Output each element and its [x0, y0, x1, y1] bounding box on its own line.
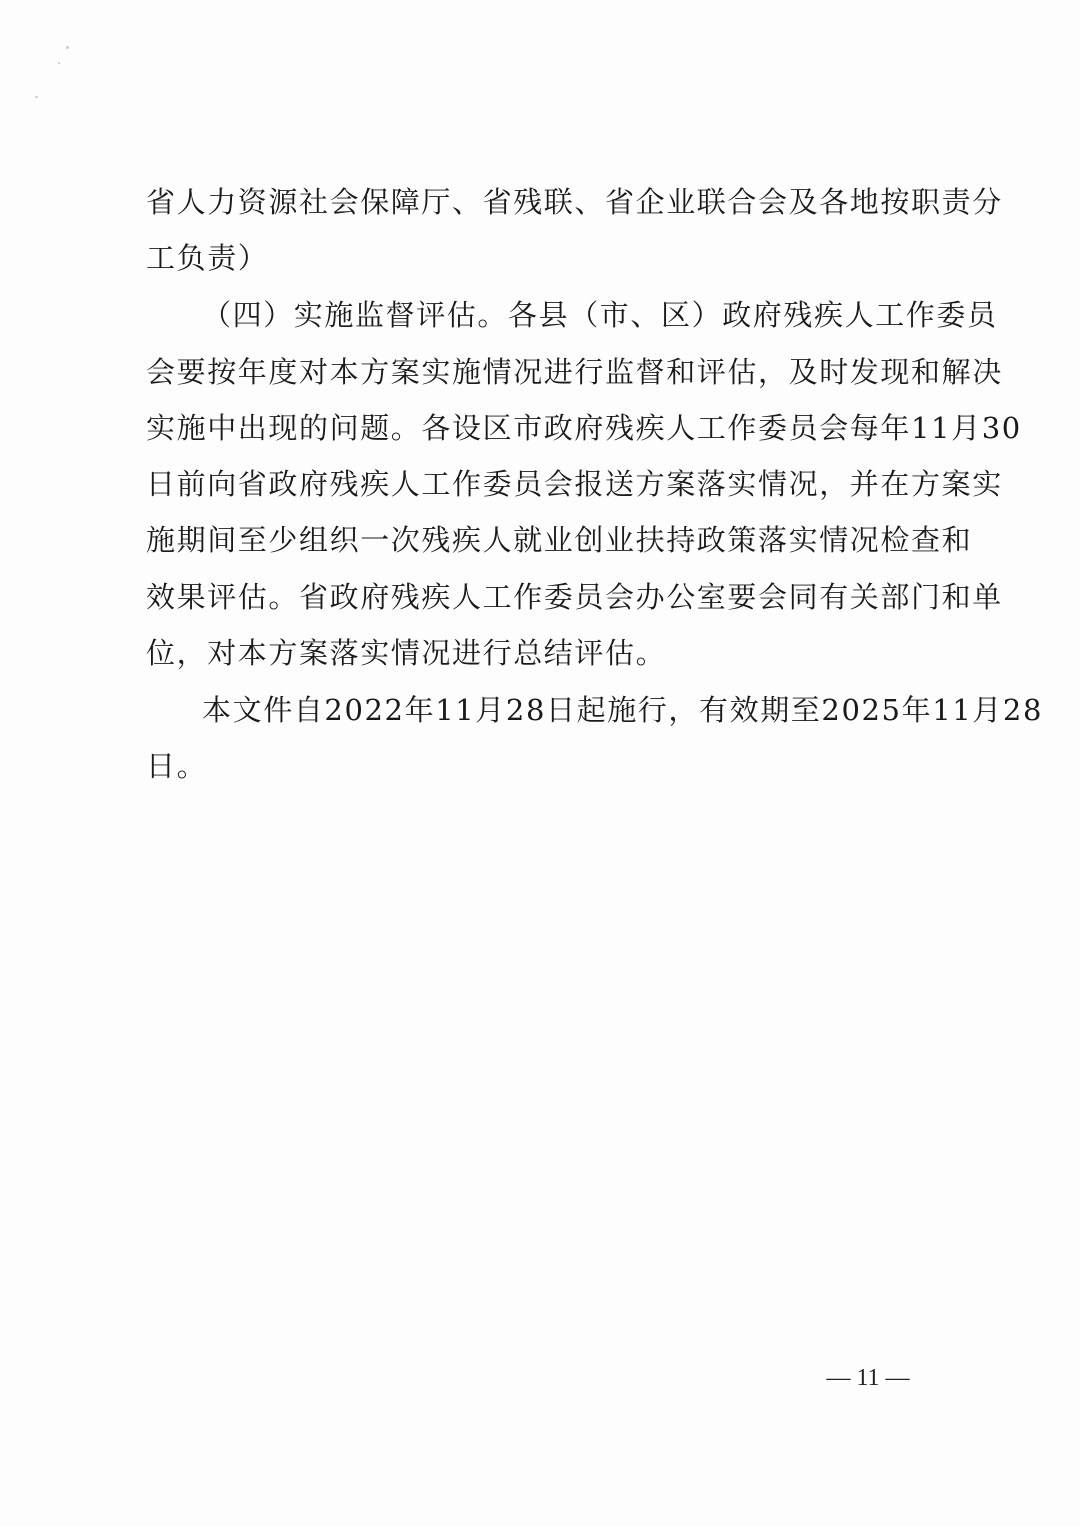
body-line: 会要按年度对本方案实施情况进行监督和评估，及时发现和解决: [146, 355, 1003, 389]
body-line: 日。: [146, 749, 208, 783]
body-line: 省人力资源社会保障厅、省残联、省企业联合会及各地按职责分: [146, 185, 1003, 219]
body-line: 施期间至少组织一次残疾人就业创业扶持政策落实情况检查和: [146, 523, 973, 557]
body-line: 日前向省政府残疾人工作委员会报送方案落实情况，并在方案实: [146, 467, 1003, 501]
scan-speck: [66, 46, 69, 49]
body-line: 位，对本方案落实情况进行总结评估。: [146, 636, 667, 670]
body-line: 实施中出现的问题。各设区市政府残疾人工作委员会每年11月30: [146, 411, 1022, 445]
section-heading-line: （四）实施监督评估。各县（市、区）政府残疾人工作委员: [202, 298, 998, 332]
body-line: 工负责）: [146, 241, 269, 275]
scan-speck: [35, 96, 38, 98]
scan-speck: [58, 62, 60, 64]
body-line: 效果评估。省政府残疾人工作委员会办公室要会同有关部门和单: [146, 580, 1003, 614]
page-number: — 11 —: [826, 1365, 910, 1391]
effective-date-line: 本文件自2022年11月28日起施行，有效期至2025年11月28: [202, 693, 1044, 727]
